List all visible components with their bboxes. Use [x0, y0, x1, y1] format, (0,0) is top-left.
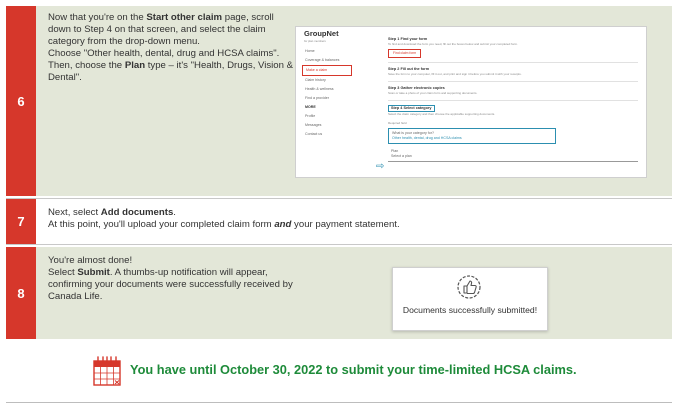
text: page, scroll down to Step 4 on that screen, and select the claim category from the drop-down menu. [48, 12, 274, 47]
step-7-line-1 [48, 207, 658, 219]
step-7-row [6, 198, 672, 245]
step-number: 7 [6, 199, 36, 244]
text: Next, select [48, 207, 101, 218]
step-3-title: Step 3 Gather electronic copies [388, 86, 445, 90]
step-number: 6 [6, 6, 36, 196]
text: . A thumbs-up notification will appear, confirming your documents were successfully received by Canada Life. [48, 267, 293, 302]
sidebar-nav [302, 47, 352, 139]
nav-item[interactable]: Home [305, 49, 315, 53]
step-6-row [6, 6, 672, 196]
divider [388, 81, 638, 82]
step-8-text [48, 255, 303, 303]
category-dropdown-label: What is your category for? [392, 131, 434, 135]
nav-item[interactable]: Find a provider [305, 96, 329, 100]
nav-item[interactable]: Profile [305, 114, 316, 118]
step-1-subtitle: To find and download the form you need, fill out the boxes below and submit your completed form. [388, 42, 518, 46]
divider [388, 100, 638, 101]
nav-item-selected[interactable]: Make a claim [302, 65, 352, 76]
notification-message: Documents successfully submitted! [402, 305, 538, 315]
deadline-banner [0, 340, 678, 402]
nav-item[interactable]: Claim history [305, 78, 326, 82]
text: Now that you're on the [48, 12, 147, 23]
step-4-title: Step 4 Select category [388, 105, 435, 112]
plan-label: Plan [124, 60, 146, 71]
text: type – it's "Health, Drugs, Vision & Dental". [48, 60, 294, 83]
text: Select [48, 267, 78, 278]
page-name: Start other claim [146, 12, 223, 23]
plan-dropdown-value: Select a plan [391, 154, 412, 158]
divider [388, 62, 638, 63]
nav-item[interactable]: Coverage & balances [305, 58, 340, 62]
step-4-subtitle: Select the claim category and then choose the applicable supporting documents. [388, 112, 496, 116]
step-1-title: Step 1 Find your form [388, 37, 428, 41]
category-dropdown[interactable] [388, 128, 556, 144]
thumbs-up-icon [456, 274, 482, 300]
deadline-message: You have until October 30, 2022 to submit your time-limited HCSA claims. [130, 362, 577, 377]
claim-steps [388, 33, 638, 162]
groupnet-logo: GroupNet [304, 29, 339, 38]
step-8-row [6, 247, 672, 339]
nav-header: MORE [305, 105, 316, 109]
step-2-title: Step 2 Fill out the form [388, 67, 430, 71]
text: Then, choose the [48, 60, 125, 71]
nav-item[interactable]: Contact us [305, 132, 323, 136]
text: At this point, you'll upload your completed claim form [48, 219, 275, 230]
emphasis: and [274, 219, 292, 230]
step-number: 8 [6, 247, 36, 339]
divider [6, 402, 672, 403]
nav-item[interactable]: Health & wellness [305, 87, 334, 91]
step-3-subtitle: Scan or take a photo of your claim form and supporting documents. [388, 91, 478, 95]
required-field-label: Required field [388, 121, 407, 125]
plan-dropdown[interactable] [388, 147, 638, 162]
step-8-line-1: You're almost done! [48, 255, 133, 266]
arrow-right-icon: ⇨ [376, 161, 385, 172]
step-6-text [48, 12, 298, 84]
step-4-title-wrapper [388, 105, 638, 112]
step-7-text [48, 207, 658, 231]
find-claim-form-button[interactable]: Find claim form [388, 49, 421, 58]
step-7-line-2 [48, 219, 658, 231]
plan-dropdown-label: Plan [391, 149, 399, 153]
text: your payment statement. [291, 219, 400, 230]
add-documents-label: Add documents [100, 207, 174, 218]
success-notification [392, 267, 548, 331]
step-6-paragraph-3 [48, 60, 298, 84]
submit-label: Submit [77, 267, 110, 278]
nav-item[interactable]: Messages [305, 123, 322, 127]
calendar-icon [93, 356, 121, 386]
step-6-paragraph-2: Choose "Other health, dental, drug and HCSA claims". [48, 48, 280, 59]
step-2-subtitle: Save the form to your computer, fill it out, and print and sign it before you submit it with your receipts. [388, 72, 522, 76]
category-dropdown-value: Other health, dental, drug and HCSA claims [392, 136, 462, 140]
claim-page-screenshot [295, 26, 647, 178]
text: . [173, 207, 176, 218]
logo-tagline: for plan members [304, 39, 326, 43]
step-8-line-2 [48, 267, 303, 303]
step-6-paragraph-1 [48, 12, 298, 48]
